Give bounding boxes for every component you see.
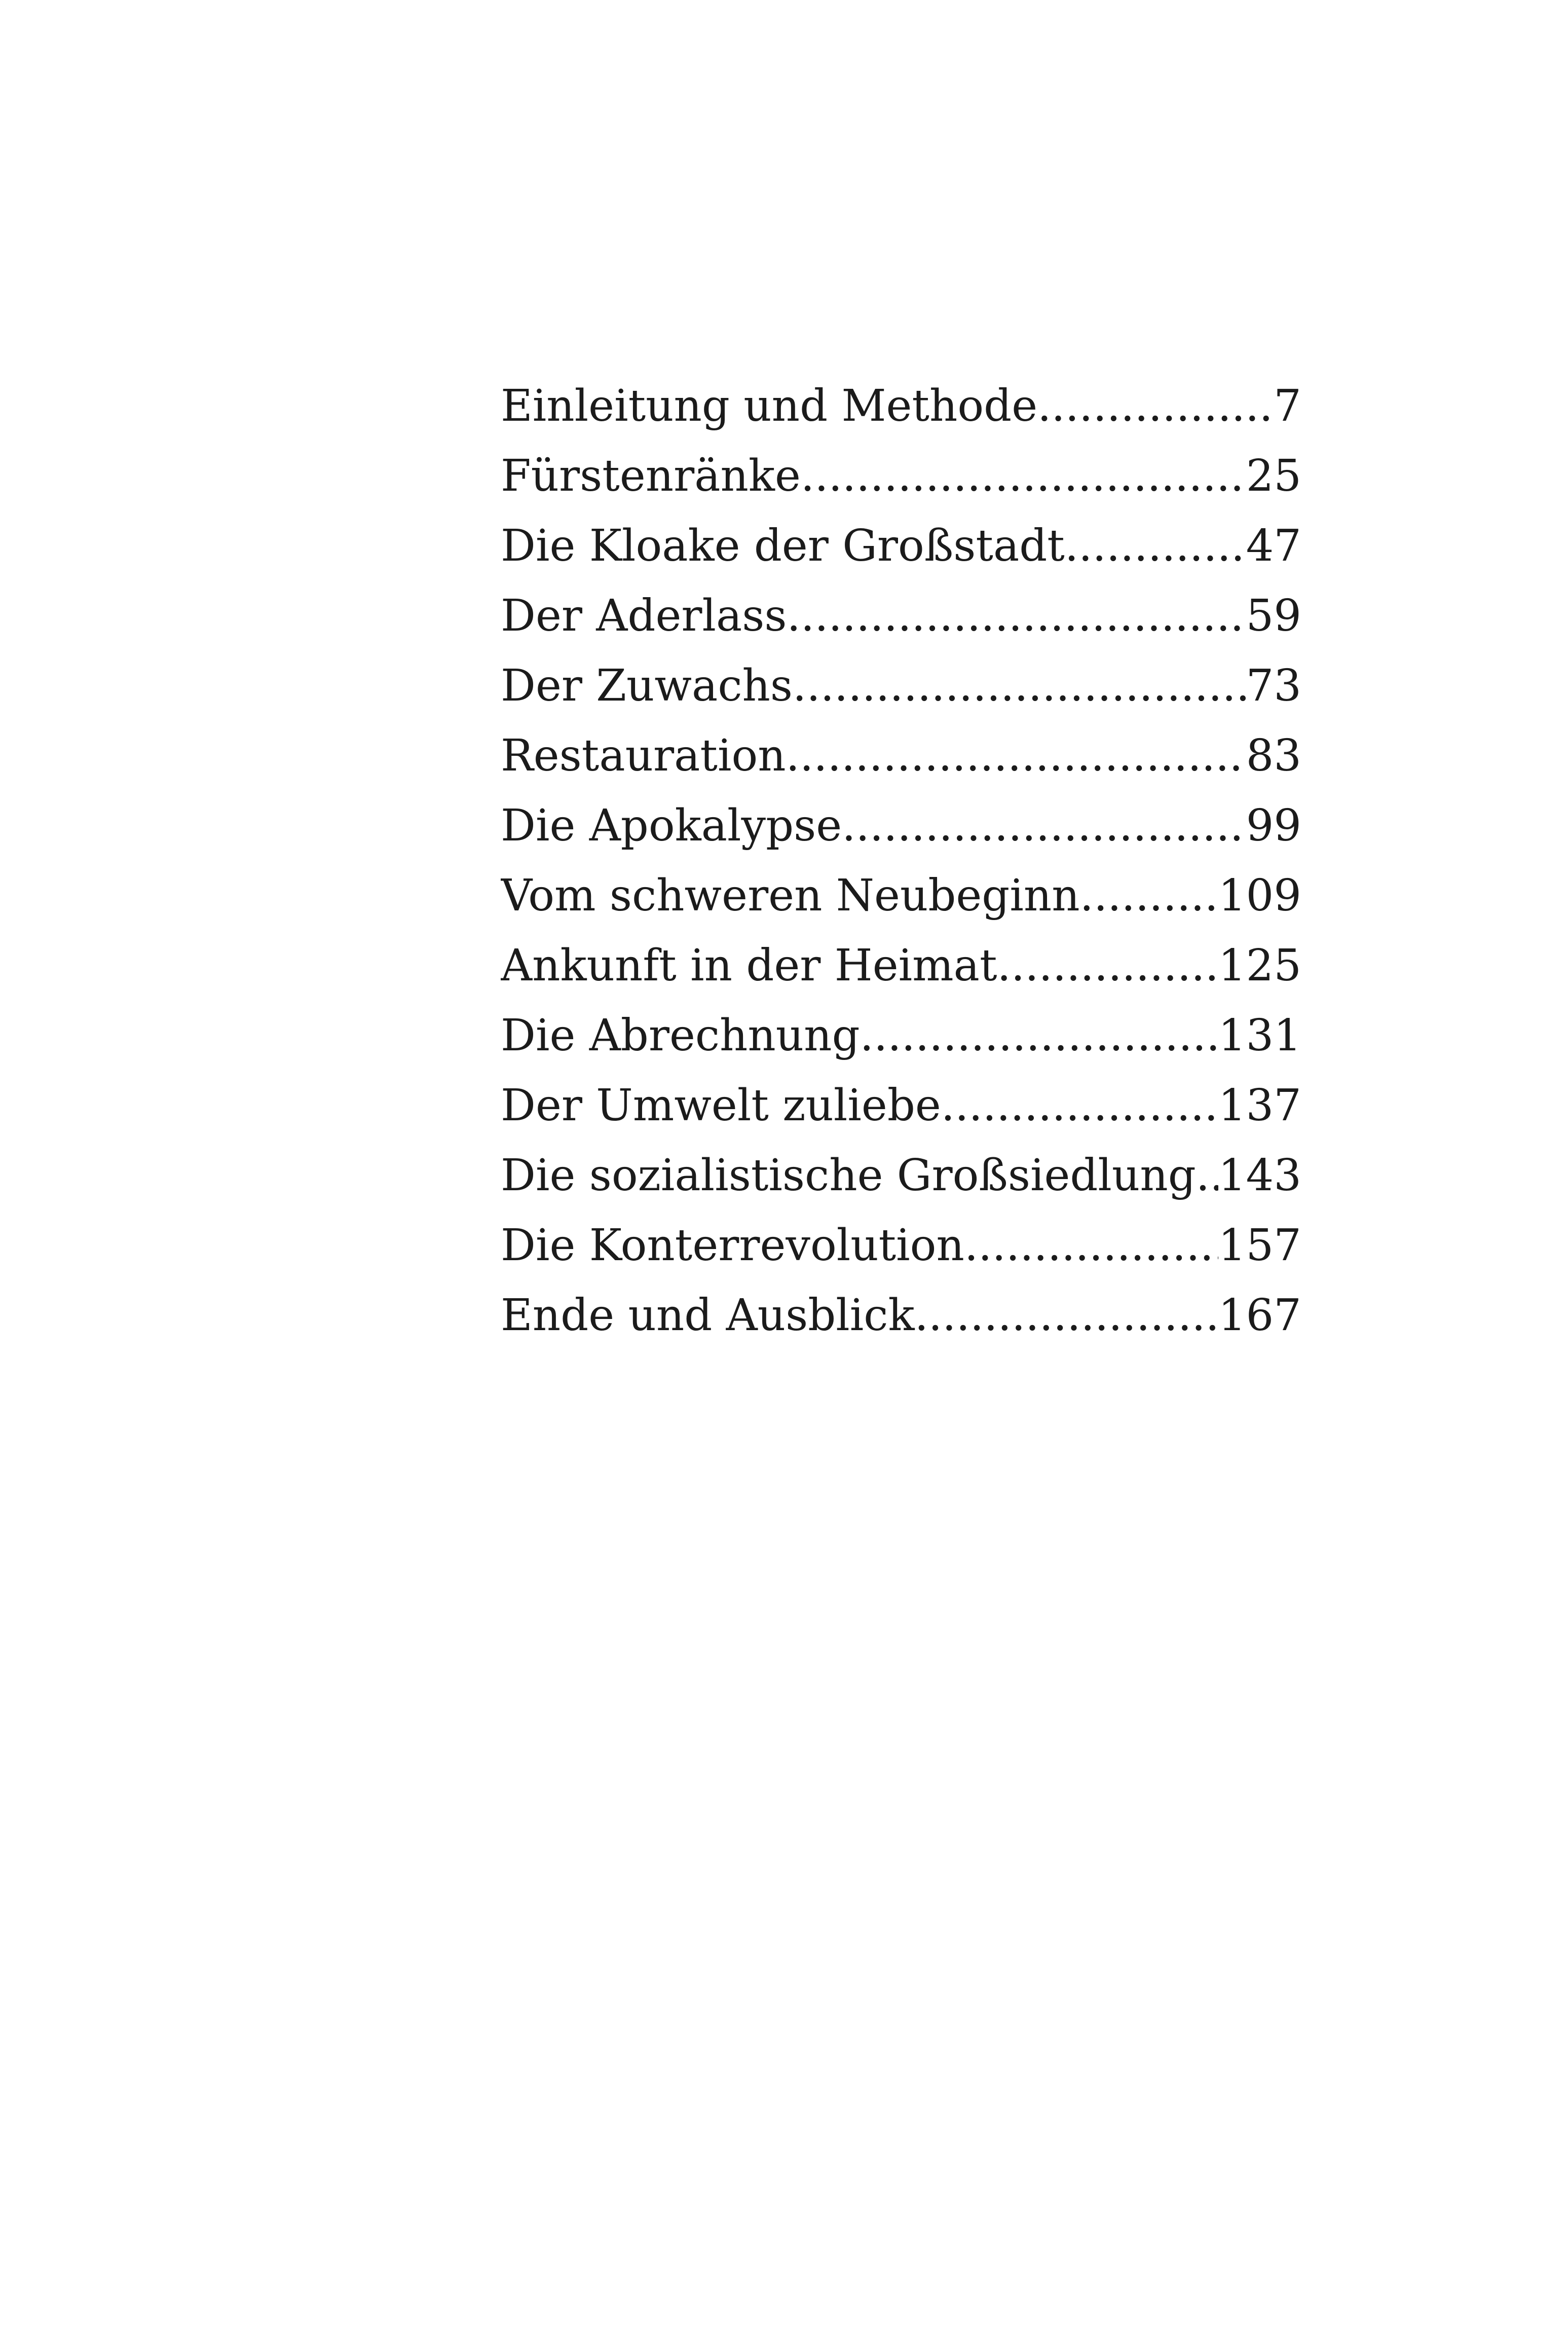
toc-entry [501, 721, 1301, 791]
toc-dot-leader [915, 1280, 1218, 1350]
toc-dot-leader [801, 441, 1246, 511]
toc-entry-title: Die Apokalypse [501, 800, 842, 851]
toc-dot-leader [1065, 511, 1246, 581]
toc-dot-leader [842, 791, 1246, 861]
toc-dot-leader [941, 1071, 1218, 1141]
toc-entry-title: Ende und Ausblick [501, 1290, 915, 1341]
toc-entry-page: 47 [1246, 521, 1301, 571]
toc-entry [501, 1141, 1301, 1211]
toc-dot-leader [793, 651, 1246, 721]
toc-entry-page: 167 [1218, 1290, 1301, 1341]
toc-entry-page: 25 [1246, 451, 1301, 501]
toc-entry-title: Die Kloake der Großstadt [501, 521, 1065, 571]
toc-dot-leader [860, 1001, 1218, 1071]
toc-entry [501, 1280, 1301, 1350]
toc-entry-title: Der Aderlass [501, 591, 787, 641]
toc-entry-page: 137 [1218, 1080, 1301, 1131]
toc-entry [501, 1001, 1301, 1071]
toc-dot-leader [997, 931, 1218, 1001]
toc-entry-title: Der Umwelt zuliebe [501, 1080, 941, 1131]
toc-entry-page: 99 [1246, 800, 1301, 851]
toc-entry [501, 581, 1301, 651]
toc-dot-leader [964, 1211, 1218, 1280]
toc-entry-title: Ankunft in der Heimat [501, 940, 997, 991]
table-of-contents [501, 371, 1301, 1350]
toc-entry-title: Die Konterrevolution [501, 1220, 964, 1271]
toc-entry [501, 1071, 1301, 1141]
toc-dot-leader [1037, 371, 1274, 441]
toc-entry-page: 73 [1246, 661, 1301, 711]
toc-entry-title: Restauration [501, 730, 786, 781]
toc-entry [501, 651, 1301, 721]
toc-entry-page: 157 [1218, 1220, 1301, 1271]
toc-entry-title: Die Abrechnung [501, 1010, 860, 1061]
toc-entry-page: 7 [1274, 381, 1301, 431]
toc-entry-page: 59 [1246, 591, 1301, 641]
toc-dot-leader [1196, 1141, 1218, 1211]
toc-dot-leader [787, 581, 1246, 651]
toc-entry-page: 125 [1218, 940, 1301, 991]
toc-entry [501, 861, 1301, 931]
toc-entry-title: Vom schweren Neubeginn [501, 870, 1080, 921]
toc-entry [501, 511, 1301, 581]
toc-entry-page: 83 [1246, 730, 1301, 781]
toc-entry-title: Die sozialistische Großsiedlung [501, 1150, 1196, 1201]
toc-entry [501, 791, 1301, 861]
toc-entry-page: 109 [1218, 870, 1301, 921]
toc-entry-title: Einleitung und Methode [501, 381, 1038, 431]
toc-entry [501, 931, 1301, 1001]
toc-dot-leader [1080, 861, 1218, 931]
toc-entry-page: 131 [1218, 1010, 1301, 1061]
toc-entry-page: 143 [1218, 1150, 1301, 1201]
toc-dot-leader [786, 721, 1246, 791]
toc-entry [501, 441, 1301, 511]
toc-entry [501, 1211, 1301, 1280]
toc-entry-title: Fürstenränke [501, 451, 801, 501]
toc-entry-title: Der Zuwachs [501, 661, 793, 711]
toc-entry [501, 371, 1301, 441]
